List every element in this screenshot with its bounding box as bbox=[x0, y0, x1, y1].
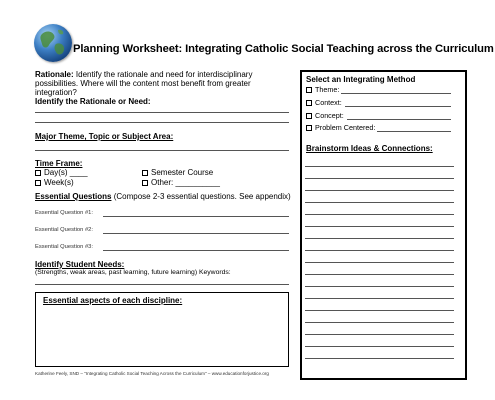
brainstorm-line[interactable] bbox=[305, 358, 454, 359]
essential-questions-note: (Compose 2-3 essential questions. See appendix) bbox=[113, 192, 291, 201]
essential-question-3-line[interactable] bbox=[103, 250, 289, 251]
student-needs-label: Identify Student Needs: bbox=[35, 260, 125, 269]
rationale-line-1[interactable] bbox=[35, 112, 289, 113]
essential-questions-header bbox=[35, 192, 291, 201]
theme-line[interactable] bbox=[35, 150, 289, 151]
method-concept-line[interactable] bbox=[347, 119, 451, 120]
theme-label: Major Theme, Topic or Subject Area: bbox=[35, 132, 174, 141]
essential-question-3-label: Essential Question #3: bbox=[35, 244, 94, 250]
student-needs-line[interactable] bbox=[35, 284, 289, 285]
method-theme-line[interactable] bbox=[341, 93, 451, 94]
globe-icon bbox=[34, 24, 72, 62]
timeframe-option-other[interactable]: Other: __________ bbox=[142, 178, 220, 187]
footer-citation: Katherine Feely, SND – "Integrating Catholic Social Teaching Across the Curriculum" – www.educationforjustice.org bbox=[35, 371, 269, 376]
brainstorm-line[interactable] bbox=[305, 334, 454, 335]
rationale-text-2: possibilities. Where will the content most benefit from greater bbox=[35, 79, 251, 88]
checkbox-icon[interactable] bbox=[306, 113, 312, 119]
method-option-problem[interactable]: Problem Centered: bbox=[306, 123, 375, 132]
checkbox-icon[interactable] bbox=[306, 125, 312, 131]
method-option-context[interactable]: Context: bbox=[306, 98, 342, 107]
essential-question-1-line[interactable] bbox=[103, 216, 289, 217]
checkbox-icon[interactable] bbox=[306, 87, 312, 93]
checkbox-icon[interactable] bbox=[142, 170, 148, 176]
brainstorm-line[interactable] bbox=[305, 178, 454, 179]
brainstorm-line[interactable] bbox=[305, 274, 454, 275]
method-problem-line[interactable] bbox=[377, 131, 451, 132]
brainstorm-line[interactable] bbox=[305, 262, 454, 263]
essential-aspects-box[interactable] bbox=[35, 292, 289, 367]
page-title: Planning Worksheet: Integrating Catholic Social Teaching across the Curriculum bbox=[73, 43, 494, 55]
brainstorm-line[interactable] bbox=[305, 310, 454, 311]
checkbox-icon[interactable] bbox=[35, 170, 41, 176]
rationale-line-2[interactable] bbox=[35, 122, 289, 123]
method-option-theme[interactable]: Theme: bbox=[306, 85, 339, 94]
checkbox-icon[interactable] bbox=[35, 180, 41, 186]
brainstorm-line[interactable] bbox=[305, 250, 454, 251]
method-context-line[interactable] bbox=[345, 106, 451, 107]
timeframe-option-semester[interactable]: Semester Course bbox=[142, 168, 213, 177]
student-needs-text: (Strengths, weak areas, past learning, future learning) Keywords: bbox=[35, 269, 231, 276]
rationale-block bbox=[35, 70, 252, 79]
essential-question-2-label: Essential Question #2: bbox=[35, 227, 94, 233]
brainstorm-line[interactable] bbox=[305, 226, 454, 227]
rationale-text-3: integration? bbox=[35, 88, 77, 97]
essential-questions-label: Essential Questions bbox=[35, 192, 112, 201]
method-option-concept[interactable]: Concept: bbox=[306, 111, 344, 120]
checkbox-icon[interactable] bbox=[306, 100, 312, 106]
brainstorm-label: Brainstorm Ideas & Connections: bbox=[306, 144, 433, 153]
brainstorm-line[interactable] bbox=[305, 298, 454, 299]
essential-question-1-label: Essential Question #1: bbox=[35, 210, 94, 216]
method-label: Select an Integrating Method bbox=[306, 75, 416, 84]
brainstorm-line[interactable] bbox=[305, 322, 454, 323]
essential-question-2-line[interactable] bbox=[103, 233, 289, 234]
identify-rationale-label: Identify the Rationale or Need: bbox=[35, 97, 151, 106]
brainstorm-line[interactable] bbox=[305, 238, 454, 239]
timeframe-option-days[interactable]: Day(s) ____ bbox=[35, 168, 88, 177]
checkbox-icon[interactable] bbox=[142, 180, 148, 186]
brainstorm-line[interactable] bbox=[305, 166, 454, 167]
brainstorm-line[interactable] bbox=[305, 286, 454, 287]
brainstorm-line[interactable] bbox=[305, 202, 454, 203]
timeframe-option-weeks[interactable]: Week(s) bbox=[35, 178, 74, 187]
brainstorm-line[interactable] bbox=[305, 214, 454, 215]
brainstorm-line[interactable] bbox=[305, 346, 454, 347]
rationale-text-1: Identify the rationale and need for interdisciplinary bbox=[75, 70, 253, 79]
essential-aspects-label: Essential aspects of each discipline: bbox=[43, 296, 183, 305]
brainstorm-line[interactable] bbox=[305, 190, 454, 191]
rationale-label: Rationale: bbox=[35, 70, 74, 79]
timeframe-label: Time Frame: bbox=[35, 159, 83, 168]
